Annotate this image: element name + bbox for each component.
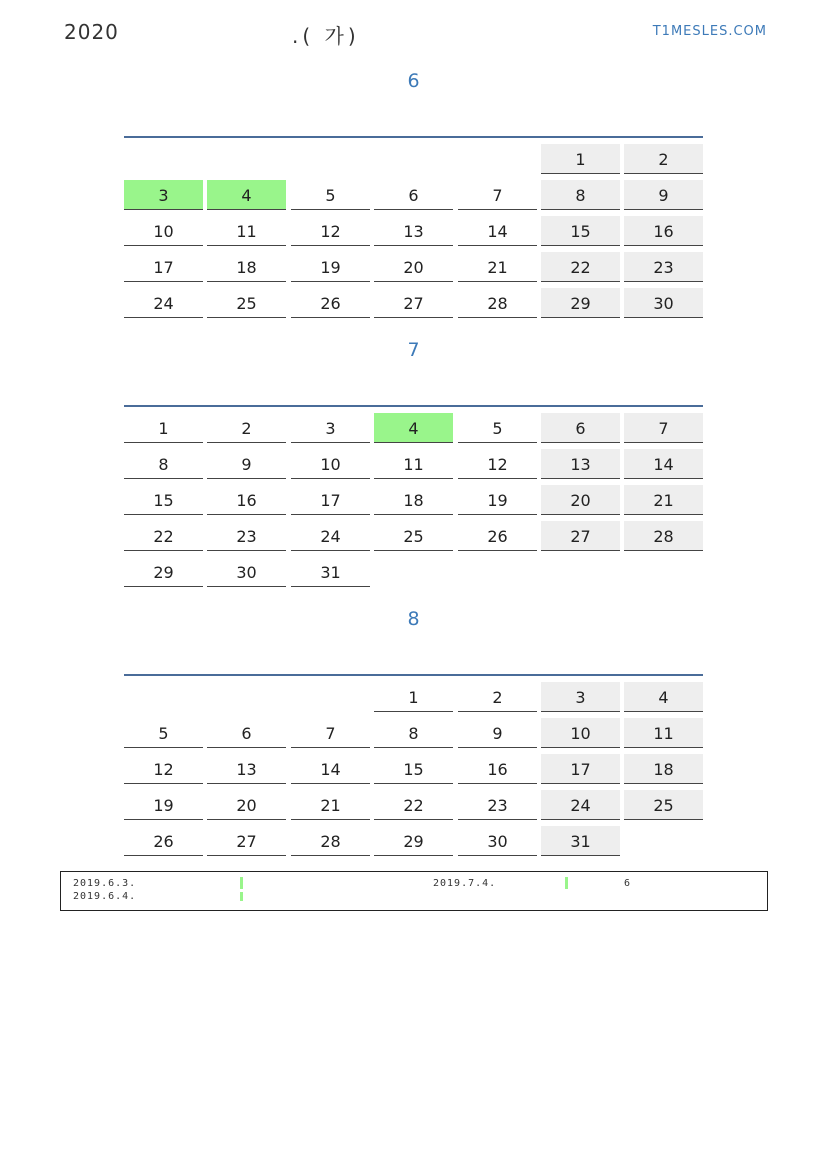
legend-note: 6 [624, 878, 632, 889]
day-cell[interactable]: 22 [541, 252, 620, 282]
day-cell[interactable]: 23 [458, 790, 537, 820]
day-cell[interactable]: 13 [374, 216, 453, 246]
day-cell[interactable]: 24 [291, 521, 370, 551]
day-cell[interactable]: 6 [374, 180, 453, 210]
day-cell[interactable]: 30 [458, 826, 537, 856]
day-cell[interactable]: 30 [207, 557, 286, 587]
day-cell[interactable]: 21 [291, 790, 370, 820]
holiday-marker-icon [565, 877, 568, 889]
day-cell[interactable]: 5 [458, 413, 537, 443]
day-cell[interactable]: 8 [541, 180, 620, 210]
day-cell[interactable]: 20 [541, 485, 620, 515]
day-cell[interactable]: 14 [291, 754, 370, 784]
year-heading: 2020 [64, 20, 119, 44]
day-cell[interactable]: 11 [207, 216, 286, 246]
day-cell[interactable]: 2 [624, 144, 703, 174]
day-cell[interactable]: 21 [458, 252, 537, 282]
day-cell[interactable]: 29 [374, 826, 453, 856]
month-rule [124, 674, 703, 676]
day-cell[interactable]: 18 [207, 252, 286, 282]
day-cell[interactable]: 10 [124, 216, 203, 246]
legend-date: 2019.6.3. [73, 878, 137, 889]
day-cell[interactable]: 18 [374, 485, 453, 515]
day-cell[interactable]: 21 [624, 485, 703, 515]
day-cell[interactable]: 24 [124, 288, 203, 318]
day-cell[interactable]: 16 [458, 754, 537, 784]
day-cell[interactable]: 15 [124, 485, 203, 515]
day-cell[interactable]: 22 [124, 521, 203, 551]
day-cell[interactable]: 8 [124, 449, 203, 479]
day-cell[interactable]: 14 [624, 449, 703, 479]
day-cell[interactable]: 28 [458, 288, 537, 318]
day-cell[interactable]: 31 [291, 557, 370, 587]
day-cell[interactable]: 3 [291, 413, 370, 443]
day-cell[interactable]: 9 [458, 718, 537, 748]
day-cell[interactable]: 7 [458, 180, 537, 210]
day-cell[interactable]: 17 [124, 252, 203, 282]
day-cell[interactable]: 25 [207, 288, 286, 318]
month-rule [124, 405, 703, 407]
day-cell[interactable]: 9 [207, 449, 286, 479]
day-cell[interactable]: 26 [291, 288, 370, 318]
day-cell[interactable]: 27 [541, 521, 620, 551]
day-cell[interactable]: 22 [374, 790, 453, 820]
legend-date: 2019.7.4. [433, 878, 497, 889]
day-cell[interactable]: 11 [624, 718, 703, 748]
day-cell[interactable]: 28 [291, 826, 370, 856]
day-cell[interactable]: 6 [541, 413, 620, 443]
day-cell[interactable]: 25 [374, 521, 453, 551]
day-cell[interactable]: 12 [458, 449, 537, 479]
day-cell[interactable]: 13 [541, 449, 620, 479]
day-cell[interactable]: 29 [124, 557, 203, 587]
day-cell[interactable]: 6 [207, 718, 286, 748]
day-cell[interactable]: 28 [624, 521, 703, 551]
month-label: 7 [407, 339, 420, 361]
day-cell[interactable]: 27 [207, 826, 286, 856]
day-cell[interactable]: 23 [207, 521, 286, 551]
day-cell[interactable]: 7 [624, 413, 703, 443]
day-cell[interactable]: 15 [374, 754, 453, 784]
legend-date: 2019.6.4. [73, 891, 137, 902]
day-cell[interactable]: 9 [624, 180, 703, 210]
day-cell[interactable]: 30 [624, 288, 703, 318]
month-label: 8 [407, 608, 420, 630]
day-cell[interactable]: 15 [541, 216, 620, 246]
day-cell[interactable]: 20 [374, 252, 453, 282]
day-cell[interactable]: 2 [207, 413, 286, 443]
day-cell[interactable]: 19 [458, 485, 537, 515]
day-cell[interactable]: 16 [624, 216, 703, 246]
day-cell[interactable]: 8 [374, 718, 453, 748]
day-cell[interactable]: 26 [124, 826, 203, 856]
day-cell[interactable]: 4 [624, 682, 703, 712]
day-cell[interactable]: 17 [541, 754, 620, 784]
day-cell[interactable]: 4 [207, 180, 286, 210]
day-cell[interactable]: 23 [624, 252, 703, 282]
holiday-marker-icon [240, 877, 243, 889]
day-cell[interactable]: 3 [541, 682, 620, 712]
day-cell[interactable]: 2 [458, 682, 537, 712]
holiday-marker-icon [240, 892, 243, 901]
legend-box [60, 871, 768, 911]
day-cell[interactable]: 31 [541, 826, 620, 856]
day-cell[interactable]: 26 [458, 521, 537, 551]
day-cell[interactable]: 5 [124, 718, 203, 748]
day-cell[interactable]: 4 [374, 413, 453, 443]
title-note: .( 가) [292, 24, 360, 48]
day-cell[interactable]: 18 [624, 754, 703, 784]
day-cell[interactable]: 29 [541, 288, 620, 318]
day-cell[interactable]: 12 [291, 216, 370, 246]
day-cell[interactable]: 14 [458, 216, 537, 246]
day-cell[interactable]: 25 [624, 790, 703, 820]
month-rule [124, 136, 703, 138]
day-cell[interactable]: 17 [291, 485, 370, 515]
day-cell[interactable]: 20 [207, 790, 286, 820]
day-cell[interactable]: 19 [124, 790, 203, 820]
day-cell[interactable]: 5 [291, 180, 370, 210]
day-cell[interactable]: 1 [124, 413, 203, 443]
day-cell[interactable]: 12 [124, 754, 203, 784]
day-cell[interactable]: 3 [124, 180, 203, 210]
day-cell[interactable]: 11 [374, 449, 453, 479]
day-cell[interactable]: 1 [374, 682, 453, 712]
day-cell[interactable]: 19 [291, 252, 370, 282]
day-cell[interactable]: 10 [291, 449, 370, 479]
day-cell[interactable]: 13 [207, 754, 286, 784]
day-cell[interactable]: 7 [291, 718, 370, 748]
day-cell[interactable]: 10 [541, 718, 620, 748]
month-label: 6 [407, 70, 420, 92]
day-cell[interactable]: 24 [541, 790, 620, 820]
day-cell[interactable]: 27 [374, 288, 453, 318]
site-link[interactable]: T1MESLES.COM [652, 24, 767, 39]
day-cell[interactable]: 1 [541, 144, 620, 174]
day-cell[interactable]: 16 [207, 485, 286, 515]
